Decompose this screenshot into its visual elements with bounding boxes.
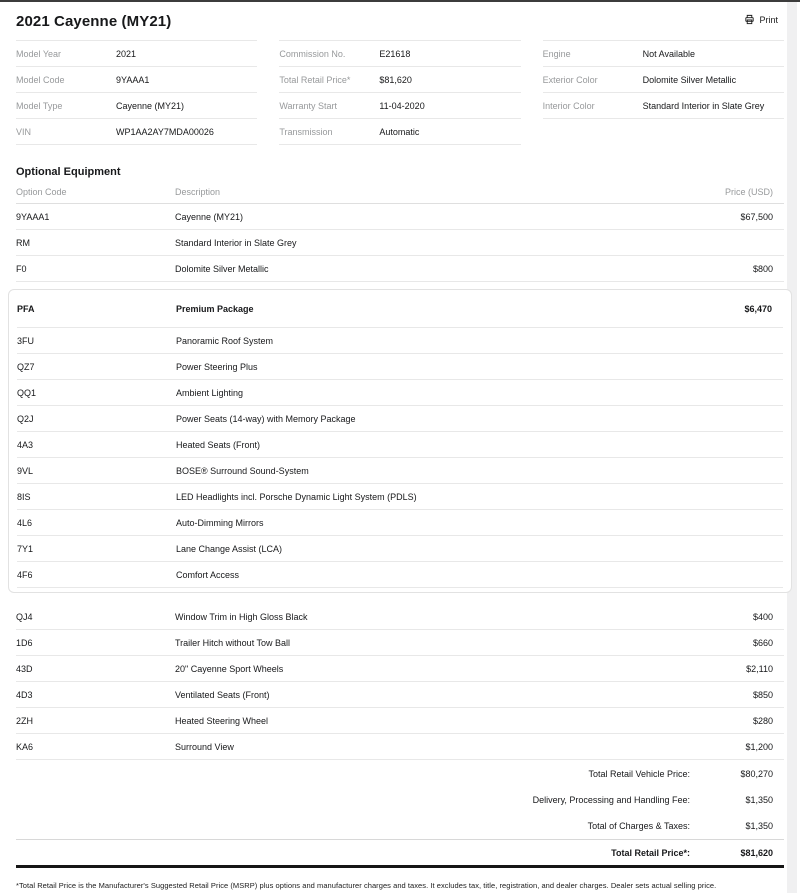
cell-description: LED Headlights incl. Porsche Dynamic Light System (PDLS) <box>176 491 417 502</box>
cell-description: Ambient Lighting <box>176 387 244 398</box>
cell-price: $6,470 <box>744 303 772 314</box>
totals-row <box>16 761 784 787</box>
package-item-row <box>17 510 783 536</box>
cell-option-code: 4A3 <box>17 439 34 450</box>
totals-label: Delivery, Processing and Handling Fee: <box>532 795 690 805</box>
cell-description: Heated Seats (Front) <box>176 439 261 450</box>
top-border <box>0 0 800 2</box>
package-item-row <box>17 536 783 562</box>
cell-description: Ventilated Seats (Front) <box>175 689 270 700</box>
package-item-row <box>17 328 783 354</box>
cell-description: Power Steering Plus <box>176 361 258 372</box>
cell-description: 20" Cayenne Sport Wheels <box>175 663 284 674</box>
equipment-row <box>16 656 784 682</box>
info-column-2 <box>279 40 520 145</box>
cell-option-code: 4F6 <box>17 569 33 580</box>
cell-option-code: 4L6 <box>17 517 33 528</box>
info-column-3 <box>543 40 784 145</box>
cell-description: BOSE® Surround Sound-System <box>176 465 309 476</box>
info-label: Total Retail Price* <box>279 74 351 85</box>
cell-description: Premium Package <box>176 303 254 314</box>
cell-option-code: 2ZH <box>16 715 34 726</box>
header-price: Price (USD) <box>724 187 773 197</box>
equipment-row <box>16 256 784 282</box>
page-title: 2021 Cayenne (MY21) <box>16 13 172 30</box>
totals-label: Total Retail Vehicle Price: <box>588 769 690 779</box>
info-label: Exterior Color <box>542 74 598 85</box>
grand-total-row <box>16 839 784 865</box>
info-row <box>543 93 784 119</box>
info-value: 11-04-2020 <box>379 100 425 111</box>
cell-option-code: QJ4 <box>16 611 33 622</box>
printer-icon <box>744 14 755 25</box>
grand-total-value: $81,620 <box>740 847 773 858</box>
cell-option-code: 8IS <box>17 491 31 502</box>
info-value: 2021 <box>116 48 137 59</box>
print-button-label: Print <box>759 14 778 25</box>
info-column-1 <box>16 40 257 145</box>
cell-description: Heated Steering Wheel <box>175 715 269 726</box>
totals-row <box>16 787 784 813</box>
info-row <box>16 67 257 93</box>
info-value: $81,620 <box>379 74 412 85</box>
package-item-row <box>17 432 783 458</box>
info-row <box>279 93 520 119</box>
equipment-row <box>16 604 784 630</box>
equipment-rows-bottom <box>16 604 784 760</box>
package-item-row <box>17 380 783 406</box>
cell-option-code: 1D6 <box>16 637 33 648</box>
equipment-row <box>16 708 784 734</box>
premium-package-box <box>8 289 792 593</box>
grand-total-label: Total Retail Price*: <box>611 847 690 858</box>
info-label: Engine <box>542 48 571 59</box>
equipment-row <box>16 204 784 230</box>
footnote: *Total Retail Price is the Manufacturer's Suggested Retail Price (MSRP) plus options and manufacturer charges and taxes. It excludes tax, title, registration, and dealer charges. Dealer sets actual selling price. <box>16 881 717 890</box>
info-value: Automatic <box>379 126 420 137</box>
vehicle-info-grid <box>16 40 784 145</box>
info-row <box>279 119 520 145</box>
cell-price: $280 <box>752 715 773 726</box>
cell-description: Window Trim in High Gloss Black <box>175 611 308 622</box>
package-item-row <box>17 406 783 432</box>
info-row <box>16 41 257 67</box>
info-row <box>16 93 257 119</box>
totals-divider <box>16 865 784 868</box>
cell-option-code: 9VL <box>17 465 34 476</box>
info-value: Standard Interior in Slate Grey <box>642 100 765 111</box>
cell-option-code: 43D <box>16 663 33 674</box>
equipment-row <box>16 734 784 760</box>
page-header <box>16 13 784 30</box>
cell-description: Lane Change Assist (LCA) <box>176 543 283 554</box>
cell-description: Cayenne (MY21) <box>175 211 244 222</box>
print-button[interactable] <box>744 14 778 25</box>
cell-description: Auto-Dimming Mirrors <box>176 517 264 528</box>
cell-option-code: F0 <box>16 263 27 274</box>
cell-option-code: QZ7 <box>17 361 35 372</box>
cell-description: Panoramic Roof System <box>176 335 274 346</box>
cell-option-code: Q2J <box>17 413 34 424</box>
cell-option-code: 4D3 <box>16 689 33 700</box>
cell-price: $400 <box>752 611 773 622</box>
package-item-row <box>17 458 783 484</box>
info-label: Transmission <box>279 126 333 137</box>
info-value: Cayenne (MY21) <box>116 100 185 111</box>
info-value: E21618 <box>379 48 411 59</box>
totals-value: $80,270 <box>740 769 773 779</box>
cell-option-code: KA6 <box>16 741 34 752</box>
package-item-row <box>17 484 783 510</box>
equipment-row <box>16 230 784 256</box>
header-description: Description <box>175 187 221 197</box>
cell-description: Power Seats (14-way) with Memory Package <box>176 413 356 424</box>
cell-description: Surround View <box>175 741 234 752</box>
info-value: 9YAAA1 <box>116 74 150 85</box>
totals-row <box>16 813 784 839</box>
equipment-row <box>16 630 784 656</box>
info-value: Not Available <box>642 48 696 59</box>
info-label: Commission No. <box>279 48 346 59</box>
equipment-table-header <box>16 181 784 204</box>
info-label: Model Code <box>16 74 65 85</box>
totals-value: $1,350 <box>745 821 773 831</box>
equipment-row <box>16 682 784 708</box>
package-item-row <box>17 562 783 588</box>
cell-price: $67,500 <box>740 211 773 222</box>
cell-option-code: 7Y1 <box>17 543 34 554</box>
info-label: Interior Color <box>542 100 595 111</box>
equipment-rows-top <box>16 204 784 282</box>
totals-section <box>16 761 784 868</box>
cell-description: Dolomite Silver Metallic <box>175 263 269 274</box>
package-item-row <box>17 354 783 380</box>
info-label: Model Type <box>16 100 63 111</box>
info-label: Model Year <box>16 48 62 59</box>
info-row <box>279 67 520 93</box>
info-value: WP1AA2AY7MDA00026 <box>116 126 214 137</box>
info-value: Dolomite Silver Metallic <box>642 74 737 85</box>
totals-value: $1,350 <box>745 795 773 805</box>
totals-label: Total of Charges & Taxes: <box>587 821 690 831</box>
cell-price: $800 <box>752 263 773 274</box>
cell-price: $850 <box>752 689 773 700</box>
info-label: VIN <box>16 126 32 137</box>
info-row <box>543 67 784 93</box>
page <box>0 13 800 890</box>
cell-price: $1,200 <box>745 741 773 752</box>
info-label: Warranty Start <box>279 100 338 111</box>
package-header-row <box>17 290 783 328</box>
cell-option-code: PFA <box>17 303 35 314</box>
cell-option-code: RM <box>16 237 30 248</box>
cell-description: Standard Interior in Slate Grey <box>175 237 297 248</box>
cell-price: $660 <box>752 637 773 648</box>
optional-equipment-title: Optional Equipment <box>16 166 121 178</box>
info-row <box>279 41 520 67</box>
cell-description: Comfort Access <box>176 569 240 580</box>
cell-option-code: 3FU <box>17 335 35 346</box>
info-row <box>16 119 257 145</box>
header-option-code: Option Code <box>16 187 67 197</box>
info-row <box>543 41 784 67</box>
cell-option-code: QQ1 <box>17 387 37 398</box>
cell-description: Trailer Hitch without Tow Ball <box>175 637 291 648</box>
cell-option-code: 9YAAA1 <box>16 211 50 222</box>
cell-price: $2,110 <box>746 663 773 674</box>
